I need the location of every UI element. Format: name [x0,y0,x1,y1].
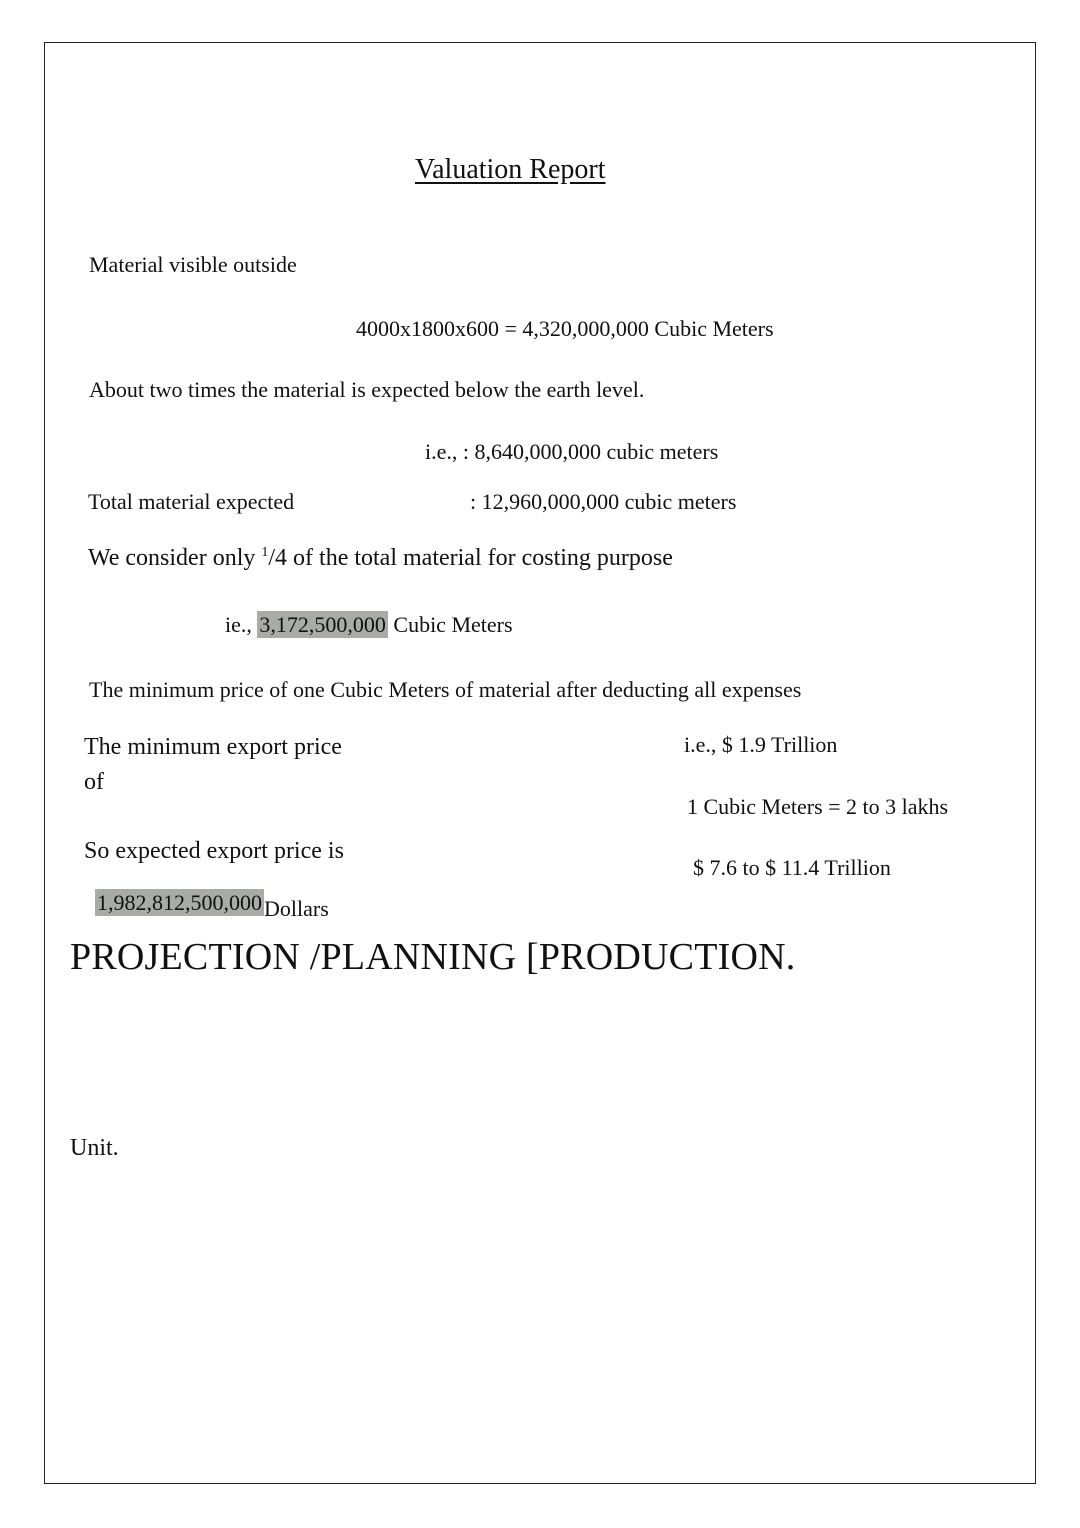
fraction-numerator: 1 [261,545,269,560]
below-earth-text: About two times the material is expected below the earth level. [89,377,645,402]
total-material-value: : 12,960,000,000 cubic meters [470,489,737,514]
unit-label: Unit. [70,1135,119,1161]
projection-heading: PROJECTION /PLANNING [PRODUCTION. [70,936,796,978]
min-export-label-cont: of [84,769,104,795]
costing-volume-line [225,614,513,636]
below-earth-volume: i.e., : 8,640,000,000 cubic meters [425,439,719,464]
report-title: Valuation Report [415,154,606,185]
minimum-price-text: The minimum price of one Cubic Meters of material after deducting all expenses [89,677,802,702]
costing-text-end: /4 of the total material for costing purpose [268,545,673,571]
ie-suffix: Cubic Meters [387,612,513,637]
ie-prefix: ie., [225,612,258,637]
highlighted-volume: 3,172,500,000 [259,612,386,637]
volume-calculation: 4000x1800x600 = 4,320,000,000 Cubic Meters [356,316,774,341]
expected-export-value: $ 7.6 to $ 11.4 Trillion [693,855,891,880]
costing-fraction-line [88,546,673,570]
min-export-value: i.e., $ 1.9 Trillion [684,732,838,757]
cubic-meter-rate: 1 Cubic Meters = 2 to 3 lakhs [687,794,949,819]
dollars-line [95,890,329,921]
costing-text-start: We consider only [88,545,262,571]
material-visible-label: Material visible outside [89,252,297,277]
total-material-label: Total material expected [88,489,295,514]
min-export-label: The minimum export price [84,734,342,760]
dollars-suffix: Dollars [264,896,329,921]
highlighted-dollars: 1,982,812,500,000 [97,890,262,915]
expected-export-label: So expected export price is [84,838,344,864]
